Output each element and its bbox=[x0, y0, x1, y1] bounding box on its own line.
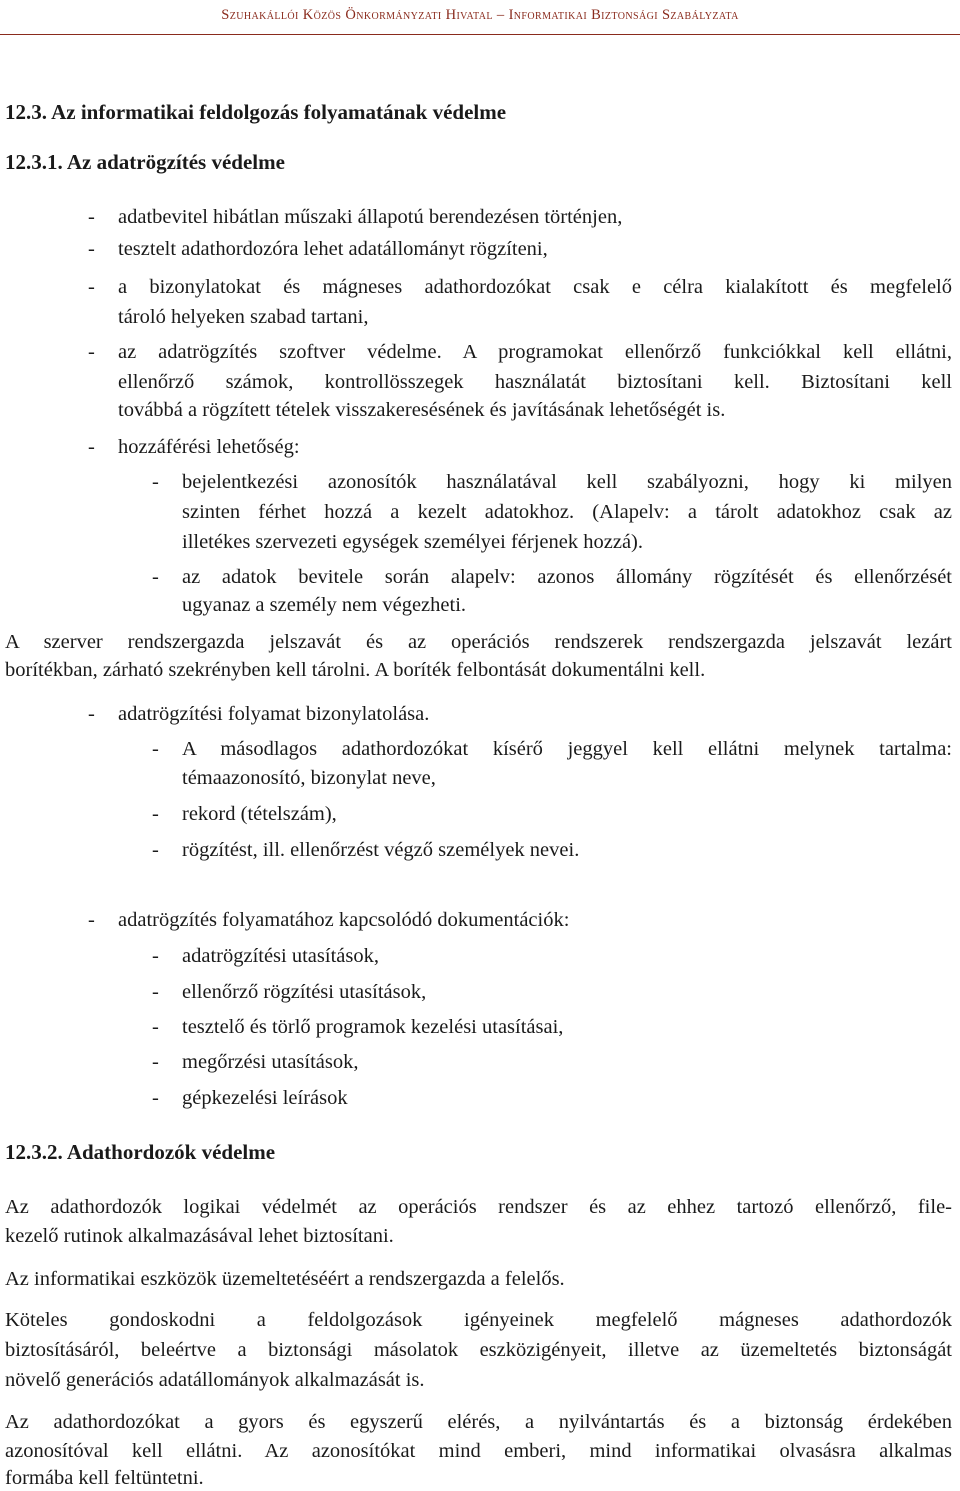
bullet-dash: - bbox=[152, 471, 159, 493]
paragraph-line: Az adathordozókat a gyors és egyszerű elérés, a nyilvántartás és a biztonság érdekében bbox=[5, 1411, 952, 1433]
bullet-dash: - bbox=[152, 738, 159, 760]
list-item: adatrögzítés folyamatához kapcsolódó dokumentációk: bbox=[118, 909, 570, 931]
list-item: adatrögzítési folyamat bizonylatolása. bbox=[118, 703, 430, 725]
list-item-line: az adatok bevitele során alapelv: azonos állomány rögzítését és ellenőrzését bbox=[182, 566, 952, 588]
bullet-dash: - bbox=[152, 1051, 159, 1073]
paragraph-line: kezelő rutinok alkalmazásával lehet biztosítani. bbox=[5, 1225, 394, 1247]
bullet-dash: - bbox=[152, 1087, 159, 1109]
paragraph-line: borítékban, zárható szekrényben kell tárolni. A boríték felbontását dokumentálni kell. bbox=[5, 659, 706, 681]
section-heading-12-3-2: 12.3.2. Adathordozók védelme bbox=[5, 1140, 276, 1164]
list-item-line: szinten férhet hozzá a kezelt adatokhoz. (Alapelv: a tárolt adatokhoz csak az bbox=[182, 501, 952, 523]
list-item: rögzítést, ill. ellenőrzést végző személyek nevei. bbox=[182, 839, 580, 861]
list-item: adatrögzítési utasítások, bbox=[182, 945, 379, 967]
list-item: tesztelt adathordozóra lehet adatállományt rögzíteni, bbox=[118, 238, 548, 260]
bullet-dash: - bbox=[152, 981, 159, 1003]
bullet-dash: - bbox=[88, 703, 95, 725]
bullet-dash: - bbox=[88, 436, 95, 458]
list-item-line: témaazonosító, bizonylat neve, bbox=[182, 767, 436, 789]
section-heading-12-3-1: 12.3.1. Az adatrögzítés védelme bbox=[5, 150, 285, 174]
list-item-line: tároló helyeken szabad tartani, bbox=[118, 306, 369, 328]
list-item-line: az adatrögzítés szoftver védelme. A programokat ellenőrző funkciókkal kell ellátni, bbox=[118, 341, 952, 363]
paragraph: Az informatikai eszközök üzemeltetéséért a rendszergazda a felelős. bbox=[5, 1268, 565, 1290]
list-item-line: a bizonylatokat és mágneses adathordozókat csak e célra kialakított és megfelelő bbox=[118, 276, 952, 298]
paragraph-line: biztosításáról, beleértve a biztonsági másolatok eszközigényeit, illetve az üzemeltetés biztonságát bbox=[5, 1339, 952, 1361]
paragraph-line: azonosítóval kell ellátni. Az azonosítókat mind emberi, mind informatikai olvasásra alkalmas bbox=[5, 1440, 952, 1462]
list-item: megőrzési utasítások, bbox=[182, 1051, 359, 1073]
list-item-line: továbbá a rögzített tételek visszakeresésének és javításának lehetőségét is. bbox=[118, 399, 726, 421]
list-item: adatbevitel hibátlan műszaki állapotú berendezésen történjen, bbox=[118, 206, 623, 228]
bullet-dash: - bbox=[152, 839, 159, 861]
paragraph-line: A szerver rendszergazda jelszavát és az operációs rendszerek rendszergazda jelszavát lezárt bbox=[5, 631, 952, 653]
list-item-line: A másodlagos adathordozókat kísérő jeggyel kell ellátni melynek tartalma: bbox=[182, 738, 952, 760]
list-item: tesztelő és törlő programok kezelési utasításai, bbox=[182, 1016, 564, 1038]
paragraph-line: növelő generációs adatállományok alkalmazását is. bbox=[5, 1369, 425, 1391]
bullet-dash: - bbox=[152, 945, 159, 967]
bullet-dash: - bbox=[152, 566, 159, 588]
page-header: Szuhakállói Közös Önkormányzati Hivatal – Informatikai Biztonsági Szabályzata bbox=[0, 4, 960, 35]
list-item: hozzáférési lehetőség: bbox=[118, 436, 300, 458]
list-item-line: ellenőrző számok, kontrollösszegek használatát biztosítani kell. Biztosítani kell bbox=[118, 371, 952, 393]
list-item: gépkezelési leírások bbox=[182, 1087, 348, 1109]
list-item: rekord (tételszám), bbox=[182, 803, 337, 825]
bullet-dash: - bbox=[88, 909, 95, 931]
bullet-dash: - bbox=[152, 803, 159, 825]
paragraph-line: Köteles gondoskodni a feldolgozások igényeinek megfelelő mágneses adathordozók bbox=[5, 1309, 952, 1331]
list-item-line: bejelentkezési azonosítók használatával kell szabályozni, hogy ki milyen bbox=[182, 471, 952, 493]
bullet-dash: - bbox=[152, 1016, 159, 1038]
paragraph-line: Az adathordozók logikai védelmét az operációs rendszer és az ehhez tartozó ellenőrző, file- bbox=[5, 1196, 952, 1218]
paragraph-line: formába kell feltüntetni. bbox=[5, 1467, 204, 1489]
section-heading-12-3: 12.3. Az informatikai feldolgozás folyamatának védelme bbox=[5, 100, 507, 124]
bullet-dash: - bbox=[88, 206, 95, 228]
bullet-dash: - bbox=[88, 341, 95, 363]
bullet-dash: - bbox=[88, 276, 95, 298]
list-item-line: ugyanaz a személy nem végezheti. bbox=[182, 594, 467, 616]
bullet-dash: - bbox=[88, 238, 95, 260]
list-item: ellenőrző rögzítési utasítások, bbox=[182, 981, 427, 1003]
list-item-line: illetékes szervezeti egységek személyei férjenek hozzá). bbox=[182, 531, 643, 553]
